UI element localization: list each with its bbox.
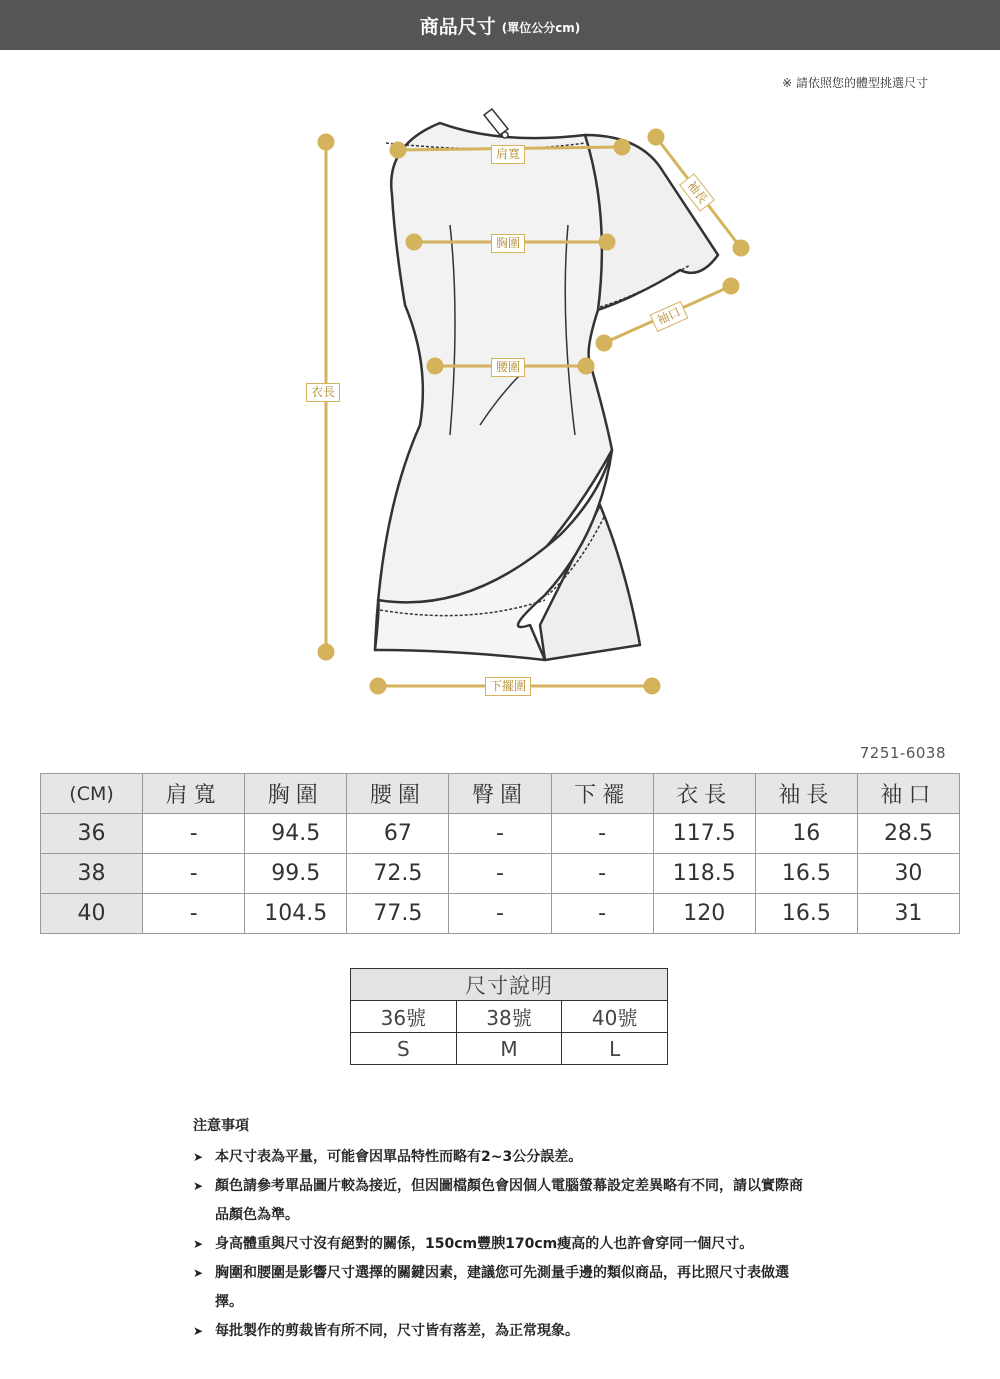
size-guide-letters-row [351, 1033, 668, 1065]
table-cell: - [551, 854, 653, 894]
table-cell: 67 [347, 814, 449, 854]
table-cell: 104.5 [245, 894, 347, 934]
table-cell: 77.5 [347, 894, 449, 934]
label-length: 衣長 [306, 383, 340, 402]
table-cell: 94.5 [245, 814, 347, 854]
table-cell: 72.5 [347, 854, 449, 894]
list-item [193, 1230, 813, 1259]
label-waist: 腰圍 [491, 358, 525, 377]
page-header [0, 0, 1000, 50]
header-waist: 腰圍 [347, 774, 449, 814]
size-table [40, 773, 960, 934]
product-code: 7251-6038 [859, 744, 946, 762]
table-cell: - [449, 854, 551, 894]
size-cell: 40 [41, 894, 143, 934]
label-sleeve-length: 袖長 [679, 173, 715, 212]
table-cell: - [143, 814, 245, 854]
table-cell: 99.5 [245, 854, 347, 894]
table-cell: - [449, 894, 551, 934]
table-cell: 16.5 [755, 854, 857, 894]
label-shoulder: 肩寬 [491, 145, 525, 164]
header-hip: 臀圍 [449, 774, 551, 814]
note-text: 本尺寸表為平量，可能會因單品特性而略有2~3公分誤差。 [215, 1149, 583, 1165]
size-letter: L [562, 1033, 668, 1065]
table-cell: 16.5 [755, 894, 857, 934]
list-item [193, 1143, 813, 1172]
size-guide-numbers-row [351, 1001, 668, 1033]
notes-section [193, 1115, 813, 1346]
header-chest: 胸圍 [245, 774, 347, 814]
table-cell: 16 [755, 814, 857, 854]
notes-list [193, 1143, 813, 1346]
table-cell: 31 [857, 894, 959, 934]
dress-diagram [0, 95, 1000, 715]
size-guide-title: 尺寸說明 [351, 969, 668, 1001]
header-length: 衣長 [653, 774, 755, 814]
header-sleeve-length: 袖長 [755, 774, 857, 814]
notes-title: 注意事項 [193, 1118, 249, 1134]
size-cell: 36 [41, 814, 143, 854]
page-title: 商品尺寸 [419, 15, 496, 38]
header-hem: 下襬 [551, 774, 653, 814]
table-cell: 30 [857, 854, 959, 894]
table-row [41, 854, 960, 894]
label-hem: 下擺圍 [485, 677, 531, 696]
size-letter: M [456, 1033, 562, 1065]
table-cell: - [551, 894, 653, 934]
size-number: 38號 [456, 1001, 562, 1033]
table-cell: - [143, 894, 245, 934]
list-item [193, 1259, 813, 1317]
list-item [193, 1172, 813, 1230]
note-text: 顏色請參考單品圖片較為接近，但因圖檔顏色會因個人電腦螢幕設定差異略有不同，請以實際商品顏色為準。 [215, 1178, 803, 1223]
header-unit: (CM) [41, 774, 143, 814]
table-cell: 28.5 [857, 814, 959, 854]
note-text: 胸圍和腰圍是影響尺寸選擇的關鍵因素，建議您可先測量手邊的類似商品，再比照尺寸表做選擇。 [215, 1265, 789, 1310]
arrow-bullet-icon: ➤ [193, 1266, 204, 1280]
table-cell: - [449, 814, 551, 854]
size-number: 40號 [562, 1001, 668, 1033]
unit-label: (單位公分cm) [501, 20, 581, 35]
size-cell: 38 [41, 854, 143, 894]
size-table-header [41, 774, 960, 814]
arrow-bullet-icon: ➤ [193, 1324, 204, 1338]
table-cell: - [143, 854, 245, 894]
list-item [193, 1317, 813, 1346]
size-letter: S [351, 1033, 457, 1065]
size-number: 36號 [351, 1001, 457, 1033]
table-row [41, 814, 960, 854]
table-cell: - [551, 814, 653, 854]
table-cell: 118.5 [653, 854, 755, 894]
table-cell: 120 [653, 894, 755, 934]
table-row [41, 894, 960, 934]
arrow-bullet-icon: ➤ [193, 1150, 204, 1164]
size-advice-note: ※ 請依照您的體型挑選尺寸 [782, 76, 928, 90]
label-chest: 胸圍 [491, 234, 525, 253]
table-cell: 117.5 [653, 814, 755, 854]
size-guide-table [350, 968, 668, 1065]
note-text: 身高體重與尺寸沒有絕對的關係，150cm豐腴170cm瘦高的人也許會穿同一個尺寸。 [215, 1236, 754, 1252]
dress-illustration [0, 95, 1000, 715]
arrow-bullet-icon: ➤ [193, 1237, 204, 1251]
header-shoulder: 肩寬 [143, 774, 245, 814]
label-cuff: 袖口 [650, 301, 689, 332]
note-text: 每批製作的剪裁皆有所不同，尺寸皆有落差，為正常現象。 [215, 1323, 579, 1339]
header-cuff: 袖口 [857, 774, 959, 814]
arrow-bullet-icon: ➤ [193, 1179, 204, 1193]
